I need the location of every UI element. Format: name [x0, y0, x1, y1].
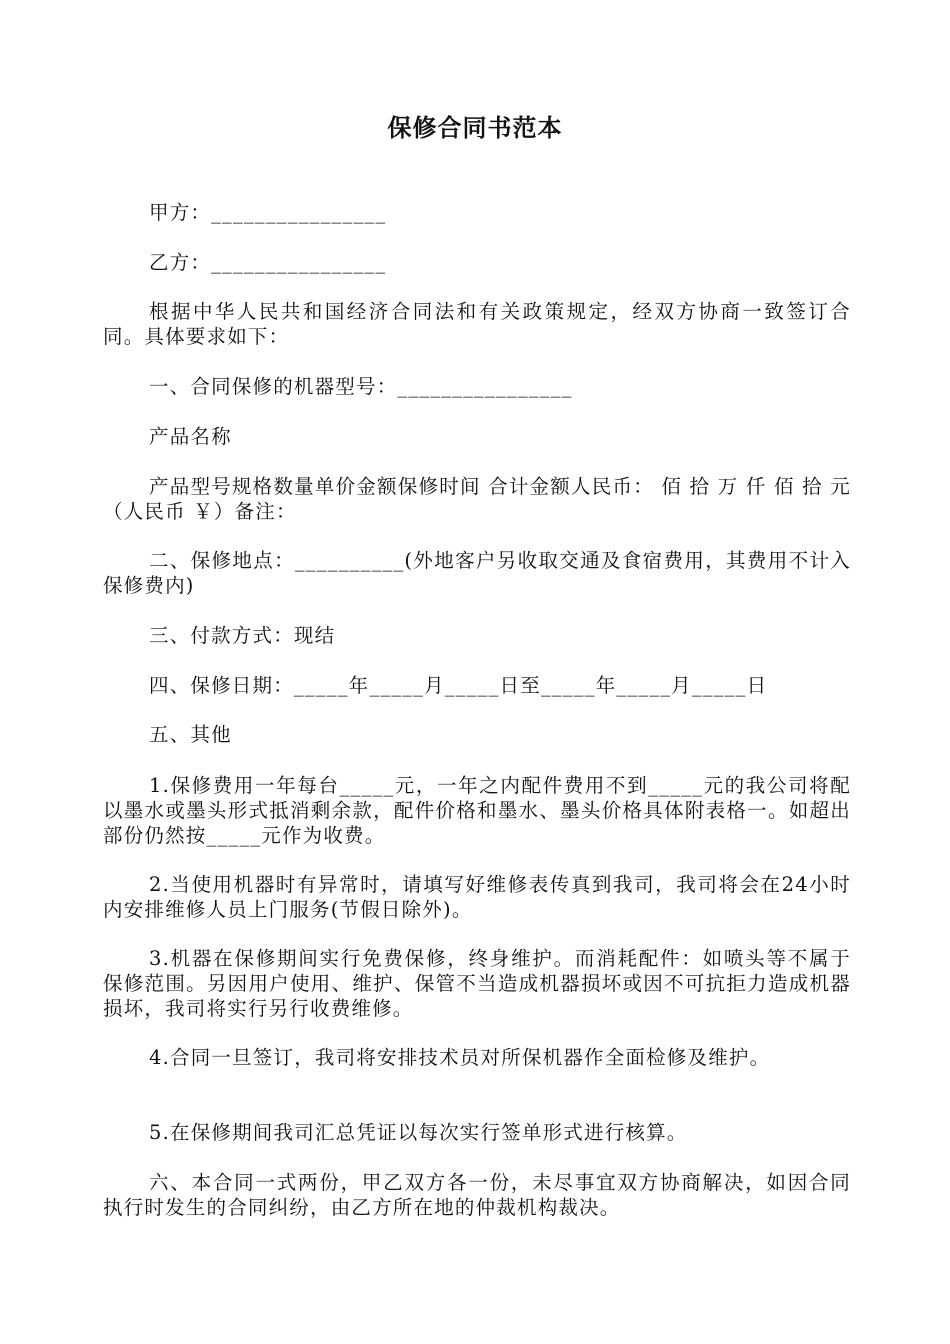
section-copies-arbitration: 六、本合同一式两份，甲乙双方各一份，未尽事宜双方协商解决，如因合同执行时发生的合同纠纷，由乙方所在地的仲裁机构裁决。: [103, 1171, 851, 1219]
party-b-line: 乙方：________________: [149, 251, 387, 274]
product-detail-paragraph: 产品型号规格数量单价金额保修时间 合计金额人民币： 佰 拾 万 仟 佰 拾 元（人民币 ￥）备注：: [103, 475, 851, 523]
item-1-paragraph: 1.保修费用一年每台_____元，一年之内配件费用不到_____元的我公司将配以墨水或墨头形式抵消剩余款，配件价格和墨水、墨头价格具体附表格一。如超出部份仍然按_____元作为收费。: [103, 774, 851, 847]
document-title: 保修合同书范本: [387, 114, 563, 142]
section-machine-model: 一、合同保修的机器型号：________________: [149, 375, 573, 398]
item-3-paragraph: 3.机器在保修期间实行免费保修，终身维护。而消耗配件：如喷头等不属于保修范围。另因用户使用、维护、保管不当造成机器损坏或因不可抗拒力造成机器损坏，我司将实行另行收费维修。: [103, 947, 851, 1020]
item-4-paragraph: 4.合同一旦签订，我司将安排技术员对所保机器作全面检修及维护。: [149, 1046, 771, 1069]
section-payment-method: 三、付款方式：现结: [149, 624, 336, 647]
product-name-label: 产品名称: [149, 425, 232, 448]
party-a-line: 甲方：________________: [149, 201, 387, 224]
section-other: 五、其他: [149, 723, 232, 746]
item-2-paragraph: 2.当使用机器时有异常时，请填写好维修表传真到我司，我司将会在24小时内安排维修人员上门服务(节假日除外)。: [103, 873, 851, 921]
section-repair-location: 二、保修地点：__________(外地客户另收取交通及食宿费用，其费用不计入保修费内): [103, 549, 851, 597]
item-5-paragraph: 5.在保修期间我司汇总凭证以每次实行签单形式进行核算。: [149, 1121, 688, 1144]
intro-paragraph: 根据中华人民共和国经济合同法和有关政策规定，经双方协商一致签订合同。具体要求如下：: [103, 300, 851, 348]
section-warranty-dates: 四、保修日期：_____年_____月_____日至_____年_____月_____日: [149, 674, 768, 697]
